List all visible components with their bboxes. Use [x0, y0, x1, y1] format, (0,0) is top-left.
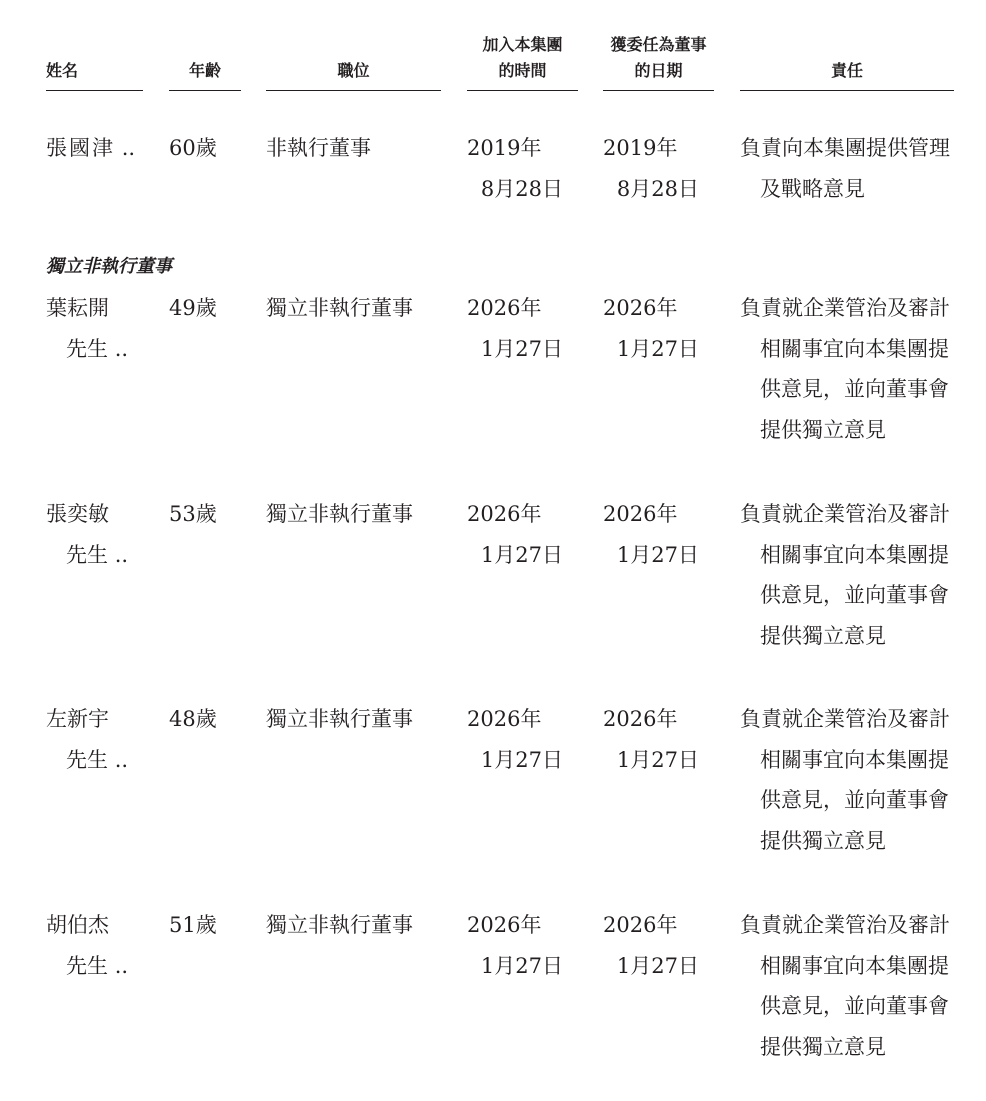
header-appointed-line2: 的日期 — [634, 61, 683, 80]
age-cell: 51歲 — [169, 913, 217, 937]
responsibility-line: 提供獨立意見 — [760, 623, 886, 648]
age-cell: 60歲 — [169, 136, 217, 160]
joined-year: 2019年 — [467, 136, 542, 160]
responsibility-line: 負責就企業管治及審計 — [740, 296, 950, 320]
header-joined-label — [467, 32, 578, 84]
responsibility-cell — [740, 288, 950, 450]
joined-year: 2026年 — [467, 296, 542, 320]
appointed-cell — [603, 699, 699, 780]
section-title: 獨立非執行董事 — [46, 256, 172, 277]
responsibility-line: 負責就企業管治及審計 — [740, 707, 950, 731]
header-age — [169, 24, 241, 91]
leader-dots: .. — [114, 747, 129, 772]
name-line — [46, 128, 135, 169]
appointed-date: 1月27日 — [616, 747, 699, 772]
responsibility-cell — [740, 699, 950, 861]
joined-cell — [467, 288, 563, 369]
appointed-cell — [603, 128, 699, 209]
responsibility-line: 供意見，並向董事會 — [760, 583, 949, 607]
appointed-year: 2019年 — [603, 136, 678, 160]
header-name — [46, 24, 143, 91]
age-cell: 49歲 — [169, 296, 217, 320]
joined-cell — [467, 905, 563, 986]
name-line: 左新宇 — [46, 707, 109, 731]
appointed-date: 1月27日 — [616, 336, 699, 361]
name-cell — [46, 494, 128, 575]
responsibility-line: 提供獨立意見 — [760, 417, 886, 442]
appointed-year: 2026年 — [603, 913, 678, 937]
leader-dots: .. — [121, 136, 136, 160]
responsibility-line: 提供獨立意見 — [760, 1034, 886, 1059]
header-responsibility — [740, 24, 954, 91]
appointed-date: 8月28日 — [616, 176, 699, 201]
responsibility-cell — [740, 905, 950, 1067]
responsibility-line: 負責就企業管治及審計 — [740, 502, 950, 526]
joined-date: 1月27日 — [480, 336, 563, 361]
responsibility-line: 相關事宜向本集團提 — [760, 953, 949, 978]
responsibility-cell — [740, 494, 950, 656]
responsibility-line: 負責就企業管治及審計 — [740, 913, 950, 937]
header-joined-line1: 加入本集團 — [482, 35, 563, 54]
responsibility-line: 負責向本集團提供管理 — [740, 136, 950, 160]
position-cell: 獨立非執行董事 — [266, 913, 413, 937]
joined-year: 2026年 — [467, 502, 542, 526]
leader-dots: .. — [114, 336, 129, 361]
header-position-label: 職位 — [337, 61, 370, 80]
age-cell: 48歲 — [169, 707, 217, 731]
name-cell — [46, 128, 135, 169]
header-age-label: 年齡 — [188, 61, 221, 80]
header-responsibility-label: 責任 — [830, 61, 863, 80]
responsibility-line: 提供獨立意見 — [760, 828, 886, 853]
joined-year: 2026年 — [467, 913, 542, 937]
name-cell — [46, 288, 128, 369]
responsibility-line: 供意見，並向董事會 — [760, 788, 949, 812]
position-cell: 獨立非執行董事 — [266, 296, 413, 320]
appointed-cell — [603, 905, 699, 986]
name-title: 先生 — [66, 953, 108, 978]
position-cell: 獨立非執行董事 — [266, 707, 413, 731]
position-cell: 獨立非執行董事 — [266, 502, 413, 526]
responsibility-line: 供意見，並向董事會 — [760, 377, 949, 401]
name-cell — [46, 905, 128, 986]
name-line — [46, 329, 128, 370]
appointed-cell — [603, 494, 699, 575]
responsibility-line: 相關事宜向本集團提 — [760, 336, 949, 361]
header-appointed-line1: 獲委任為董事 — [610, 35, 707, 54]
name-text: 張國津 — [46, 136, 115, 160]
appointed-date: 1月27日 — [616, 542, 699, 567]
responsibility-line: 供意見，並向董事會 — [760, 994, 949, 1018]
responsibility-line: 相關事宜向本集團提 — [760, 542, 949, 567]
name-title: 先生 — [66, 542, 108, 567]
name-line: 張奕敏 — [46, 502, 109, 526]
name-line — [46, 946, 128, 987]
header-appointed — [603, 24, 714, 91]
appointed-year: 2026年 — [603, 707, 678, 731]
name-title: 先生 — [66, 336, 108, 361]
name-line: 葉耘開 — [46, 296, 109, 320]
header-appointed-label — [603, 32, 714, 84]
header-joined-line2: 的時間 — [498, 61, 547, 80]
joined-date: 1月27日 — [480, 747, 563, 772]
position-cell: 非執行董事 — [266, 136, 371, 160]
joined-cell — [467, 699, 563, 780]
appointed-year: 2026年 — [603, 296, 678, 320]
header-position — [266, 24, 441, 91]
name-line: 胡伯杰 — [46, 913, 109, 937]
name-cell — [46, 699, 128, 780]
joined-date: 1月27日 — [480, 542, 563, 567]
appointed-date: 1月27日 — [616, 953, 699, 978]
joined-date: 1月27日 — [480, 953, 563, 978]
name-line — [46, 535, 128, 576]
leader-dots: .. — [114, 953, 129, 978]
joined-date: 8月28日 — [480, 176, 563, 201]
responsibility-cell — [740, 128, 950, 209]
joined-year: 2026年 — [467, 707, 542, 731]
responsibility-line: 及戰略意見 — [760, 176, 865, 201]
header-joined — [467, 24, 578, 91]
name-title: 先生 — [66, 747, 108, 772]
joined-cell — [467, 494, 563, 575]
appointed-year: 2026年 — [603, 502, 678, 526]
age-cell: 53歲 — [169, 502, 217, 526]
name-line — [46, 740, 128, 781]
appointed-cell — [603, 288, 699, 369]
responsibility-line: 相關事宜向本集團提 — [760, 747, 949, 772]
leader-dots: .. — [114, 542, 129, 567]
header-name-label: 姓名 — [46, 61, 79, 80]
joined-cell — [467, 128, 563, 209]
